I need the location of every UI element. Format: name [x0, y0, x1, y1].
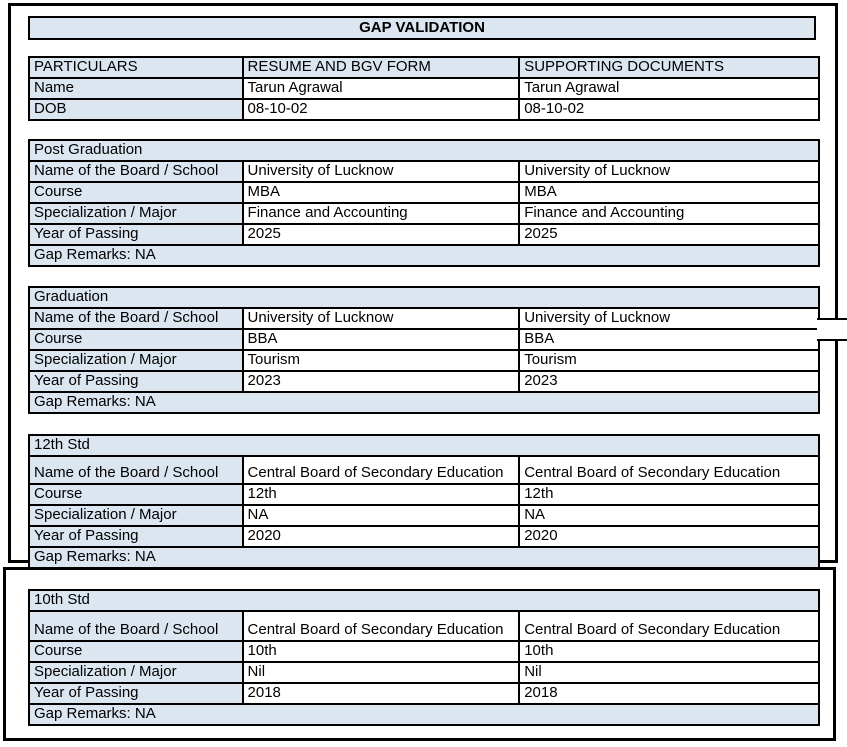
label-cell: Year of Passing [29, 526, 243, 547]
page-1 [8, 3, 838, 563]
section-title-row [29, 590, 819, 611]
value-cell: 2018 [519, 683, 819, 704]
gap-remarks-row [29, 392, 819, 413]
value-cell: MBA [243, 182, 520, 203]
table-row [29, 484, 819, 505]
table-row [29, 662, 819, 683]
header-cell-resume-bgv-form: RESUME AND BGV FORM [243, 57, 520, 78]
table-row [29, 456, 819, 484]
twelfth-std-table [28, 434, 820, 569]
label-cell: Course [29, 641, 243, 662]
value-cell: Tourism [519, 350, 819, 371]
section-title-row [29, 287, 819, 308]
value-cell: Nil [243, 662, 520, 683]
value-cell: Tarun Agrawal [519, 78, 819, 99]
table-row [29, 308, 819, 329]
table-row [29, 203, 819, 224]
label-cell: Course [29, 329, 243, 350]
value-cell: Finance and Accounting [519, 203, 819, 224]
value-cell: NA [243, 505, 520, 526]
value-cell: Central Board of Secondary Education [243, 456, 520, 484]
label-cell: Specialization / Major [29, 662, 243, 683]
gap-remarks-row [29, 704, 819, 725]
gap-remarks: Gap Remarks: NA [29, 704, 819, 725]
table-row [29, 505, 819, 526]
table-row [29, 182, 819, 203]
value-cell: 2020 [243, 526, 520, 547]
label-cell: Name of the Board / School [29, 161, 243, 182]
value-cell: Central Board of Secondary Education [519, 456, 819, 484]
particulars-table [28, 56, 820, 121]
value-cell: Central Board of Secondary Education [243, 611, 520, 641]
section-title-row [29, 435, 819, 456]
value-cell: BBA [243, 329, 520, 350]
page-title: GAP VALIDATION [28, 16, 816, 40]
value-cell: University of Lucknow [519, 308, 819, 329]
value-cell: 10th [243, 641, 520, 662]
section-title-row [29, 140, 819, 161]
table-row [29, 683, 819, 704]
label-cell: Course [29, 484, 243, 505]
section-title: 10th Std [29, 590, 819, 611]
label-cell: Year of Passing [29, 371, 243, 392]
value-cell: 08-10-02 [519, 99, 819, 120]
table-row [29, 329, 819, 350]
label-cell: Specialization / Major [29, 203, 243, 224]
gap-remarks: Gap Remarks: NA [29, 547, 819, 568]
label-cell: Name of the Board / School [29, 456, 243, 484]
label-cell: Name of the Board / School [29, 308, 243, 329]
section-title: 12th Std [29, 435, 819, 456]
value-cell: 12th [243, 484, 520, 505]
table-row [29, 78, 819, 99]
value-cell: 2025 [243, 224, 520, 245]
value-cell: University of Lucknow [243, 161, 520, 182]
table-row [29, 641, 819, 662]
label-cell: Name of the Board / School [29, 611, 243, 641]
section-title: Graduation [29, 287, 819, 308]
label-cell: Year of Passing [29, 683, 243, 704]
value-cell: University of Lucknow [243, 308, 520, 329]
post-graduation-table [28, 139, 820, 267]
value-cell: Tourism [243, 350, 520, 371]
table-row [29, 99, 819, 120]
gap-remarks: Gap Remarks: NA [29, 392, 819, 413]
table-row [29, 526, 819, 547]
label-cell: Specialization / Major [29, 350, 243, 371]
value-cell: Tarun Agrawal [243, 78, 520, 99]
value-cell: 2023 [519, 371, 819, 392]
header-cell-supporting-documents: SUPPORTING DOCUMENTS [519, 57, 819, 78]
value-cell: 08-10-02 [243, 99, 520, 120]
gap-remarks-row [29, 245, 819, 266]
value-cell: Nil [519, 662, 819, 683]
table-row [29, 611, 819, 641]
value-cell: Central Board of Secondary Education [519, 611, 819, 641]
value-cell: BBA [519, 329, 819, 350]
graduation-table [28, 286, 820, 414]
table-row [29, 350, 819, 371]
table-row [29, 224, 819, 245]
value-cell: 2025 [519, 224, 819, 245]
label-cell: Year of Passing [29, 224, 243, 245]
value-cell: Finance and Accounting [243, 203, 520, 224]
header-cell-particulars: PARTICULARS [29, 57, 243, 78]
value-cell: 12th [519, 484, 819, 505]
value-cell: University of Lucknow [519, 161, 819, 182]
label-cell: Name [29, 78, 243, 99]
table-row [29, 371, 819, 392]
value-cell: 2020 [519, 526, 819, 547]
label-cell: Course [29, 182, 243, 203]
label-cell: Specialization / Major [29, 505, 243, 526]
gap-remarks: Gap Remarks: NA [29, 245, 819, 266]
tenth-std-table [28, 589, 820, 726]
page-2 [3, 567, 836, 741]
value-cell: 10th [519, 641, 819, 662]
value-cell: 2018 [243, 683, 520, 704]
value-cell: NA [519, 505, 819, 526]
value-cell: 2023 [243, 371, 520, 392]
section-title: Post Graduation [29, 140, 819, 161]
label-cell: DOB [29, 99, 243, 120]
table-header-row [29, 57, 819, 78]
overflow-cell-artifact [817, 318, 847, 341]
gap-remarks-row [29, 547, 819, 568]
value-cell: MBA [519, 182, 819, 203]
table-row [29, 161, 819, 182]
